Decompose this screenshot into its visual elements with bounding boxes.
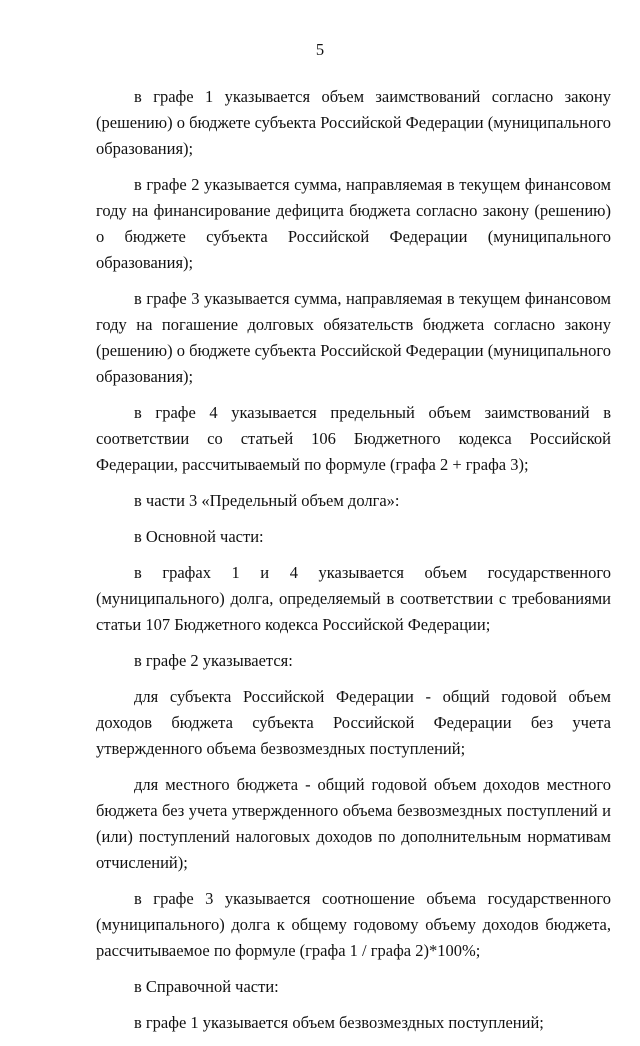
paragraph-13: в графе 1 указывается объем безвозмездных поступлений; [134,1013,544,1032]
paragraph-9: для субъекта Российской Федерации - общий годовой объем доходов бюджета субъекта Российской Федерации без учета утвержденного объема безвозмездных поступлений; [96,687,611,758]
paragraph-10: для местного бюджета - общий годовой объем доходов местного бюджета без учета утвержденного объема безвозмездных поступлений и (или) поступлений налоговых доходов по дополнительным нормативам отчислений); [96,775,611,872]
paragraph-1: в графе 1 указывается объем заимствований согласно закону (решению) о бюджете субъекта Российской Федерации (муниципального образования); [96,87,611,158]
paragraph-7: в графах 1 и 4 указывается объем государственного (муниципального) долга, определяемый в соответствии с требованиями статьи 107 Бюджетного кодекса Российской Федерации; [96,563,611,634]
document-body [96,84,611,1046]
paragraph-6: в Основной части: [134,527,264,546]
page-number: 5 [315,40,325,59]
paragraph-3: в графе 3 указывается сумма, направляемая в текущем финансовом году на погашение долговых обязательств бюджета согласно закону (решению) о бюджете субъекта Российской Федерации (муниципального образования); [96,289,611,386]
paragraph-2: в графе 2 указывается сумма, направляемая в текущем финансовом году на финансирование дефицита бюджета согласно закону (решению) о бюджете субъекта Российской Федерации (муниципального образования); [96,175,611,272]
paragraph-5: в части 3 «Предельный объем долга»: [134,491,400,510]
paragraph-8: в графе 2 указывается: [134,651,293,670]
paragraph-4: в графе 4 указывается предельный объем заимствований в соответствии со статьей 106 Бюджетного кодекса Российской Федерации, рассчитываемый по формуле (графа 2 + графа 3); [96,403,611,474]
paragraph-11: в графе 3 указывается соотношение объема государственного (муниципального) долга к общему годовому объему доходов бюджета, рассчитываемое по формуле (графа 1 / графа 2)*100%; [96,889,611,960]
paragraph-12: в Справочной части: [134,977,279,996]
